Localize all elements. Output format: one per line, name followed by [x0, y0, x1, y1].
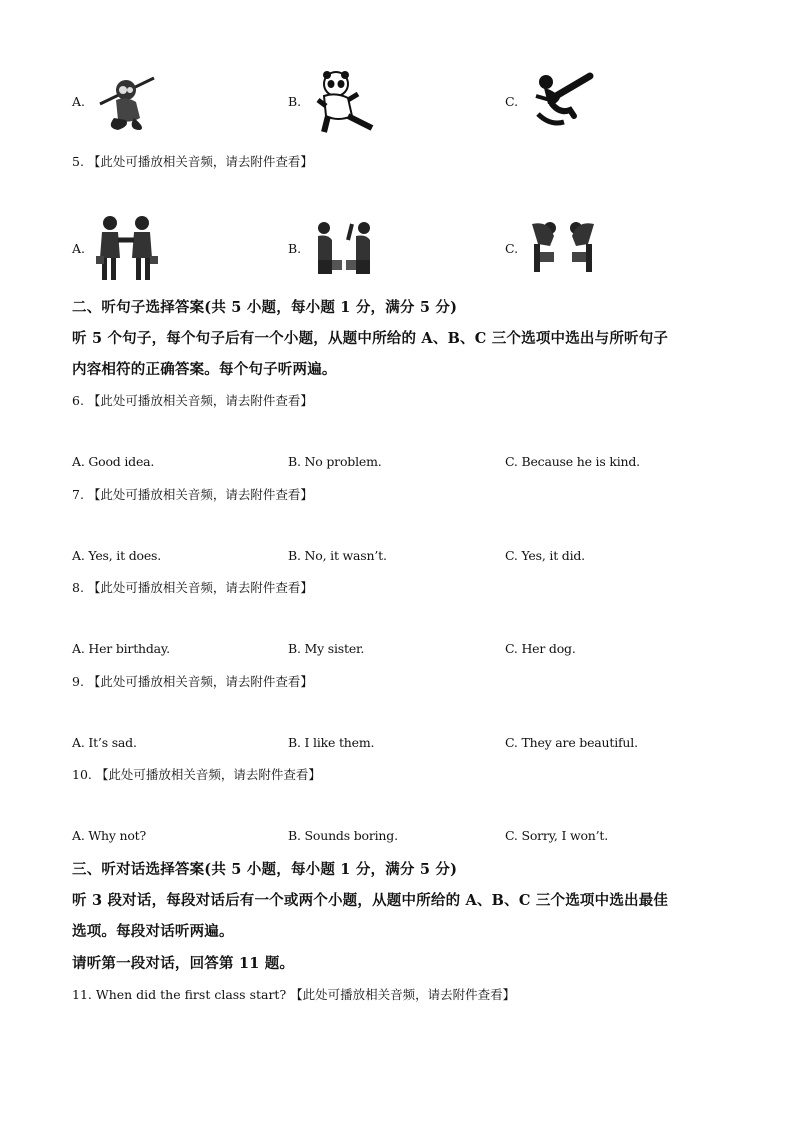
option-c-label: C.: [505, 94, 519, 109]
q10-option-a[interactable]: A. Why not?: [72, 828, 147, 843]
q8-option-b[interactable]: B. My sister.: [288, 641, 365, 656]
section-2-instructions-line1: 听 5 个句子，每个句子后有一个小题，从题中所给的 A、B、C 三个选项中选出与所听句子: [72, 330, 669, 347]
ninja-kick-icon: [530, 70, 596, 128]
q9-option-a[interactable]: A. It’s sad.: [72, 735, 137, 750]
question-6-prompt[interactable]: 6. 【此处可播放相关音频，请去附件查看】: [72, 393, 313, 408]
question-10-prompt[interactable]: 10. 【此处可播放相关音频，请去附件查看】: [72, 767, 321, 782]
q7-option-a[interactable]: A. Yes, it does.: [72, 548, 162, 563]
q5-option-b-label: B.: [288, 241, 302, 256]
monkey-king-icon: [96, 68, 158, 132]
section-3-instructions-line2: 选项。每段对话听两遍。: [72, 923, 234, 940]
question-7-prompt[interactable]: 7. 【此处可播放相关音频，请去附件查看】: [72, 487, 313, 502]
greeting-wave-icon: [312, 220, 374, 276]
section-3-instructions-line1: 听 3 段对话，每段对话后有一个或两个小题，从题中所给的 A、B、C 三个选项中选出最佳: [72, 892, 669, 909]
question-5-prompt[interactable]: 5. 【此处可播放相关音频，请去附件查看】: [72, 154, 313, 169]
question-11-prompt[interactable]: 11. When did the first class start? 【此处可播放相关音频，请去附件查看】: [72, 987, 516, 1002]
section-2-heading: 二、听句子选择答案(共 5 小题，每小题 1 分，满分 5 分): [72, 299, 458, 316]
q10-option-b[interactable]: B. Sounds boring.: [288, 828, 398, 843]
question-9-prompt[interactable]: 9. 【此处可播放相关音频，请去附件查看】: [72, 674, 313, 689]
q6-option-b[interactable]: B. No problem.: [288, 454, 382, 469]
q6-option-c[interactable]: C. Because he is kind.: [505, 454, 640, 469]
q7-option-b[interactable]: B. No, it wasn’t.: [288, 548, 387, 563]
kung-fu-panda-icon: [314, 70, 376, 134]
section-3-sub-instruction: 请听第一段对话，回答第 11 题。: [72, 955, 295, 972]
section-3-heading: 三、听对话选择答案(共 5 小题，每小题 1 分，满分 5 分): [72, 861, 458, 878]
handshake-icon: [96, 214, 158, 282]
section-2-instructions-line2: 内容相符的正确答案。每个句子听两遍。: [72, 361, 337, 378]
q6-option-a[interactable]: A. Good idea.: [72, 454, 155, 469]
q8-option-c[interactable]: C. Her dog.: [505, 641, 576, 656]
q8-option-a[interactable]: A. Her birthday.: [72, 641, 170, 656]
question-8-prompt[interactable]: 8. 【此处可播放相关音频，请去附件查看】: [72, 580, 313, 595]
q5-option-c-label: C.: [505, 241, 519, 256]
q10-option-c[interactable]: C. Sorry, I won’t.: [505, 828, 609, 843]
bowing-icon: [528, 218, 598, 274]
option-b-label: B.: [288, 94, 302, 109]
q9-option-b[interactable]: B. I like them.: [288, 735, 375, 750]
option-a-label: A.: [72, 94, 86, 109]
q7-option-c[interactable]: C. Yes, it did.: [505, 548, 585, 563]
q5-option-a-label: A.: [72, 241, 86, 256]
q9-option-c[interactable]: C. They are beautiful.: [505, 735, 638, 750]
